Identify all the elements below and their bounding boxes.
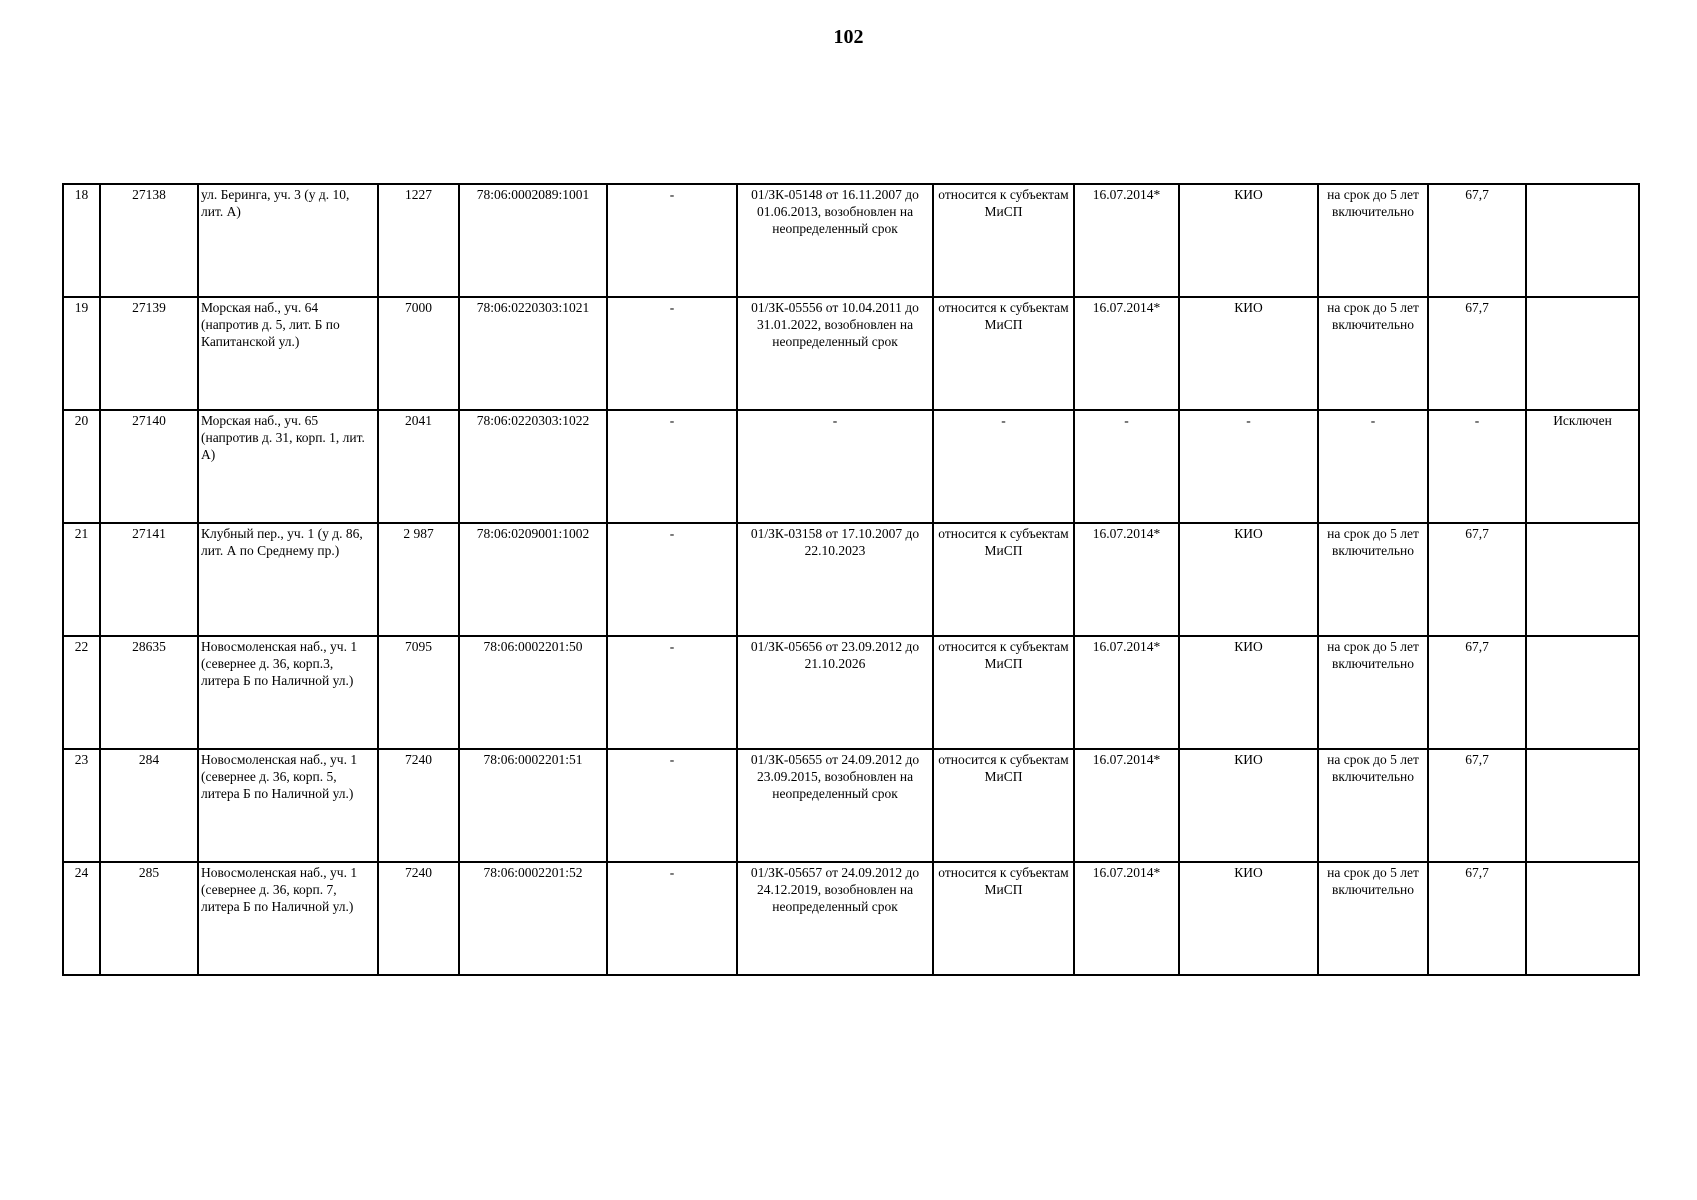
cell-date: 16.07.2014* (1074, 749, 1179, 862)
cell-address: Новосмоленская наб., уч. 1 (севернее д. 36, корп. 5, литера Б по Наличной ул.) (198, 749, 378, 862)
cell-term: на срок до 5 лет включительно (1318, 184, 1428, 297)
cell-value: 67,7 (1428, 862, 1526, 975)
cell-area: 7240 (378, 862, 459, 975)
table-row (63, 297, 1639, 410)
cell-row-number: 21 (63, 523, 100, 636)
cell-note (1526, 297, 1639, 410)
cell-contract: - (737, 410, 933, 523)
table-body (63, 184, 1639, 975)
cell-date: - (1074, 410, 1179, 523)
cell-cadastral-number: 78:06:0220303:1021 (459, 297, 607, 410)
cell-note (1526, 523, 1639, 636)
cell-note (1526, 862, 1639, 975)
cell-category: относится к субъектам МиСП (933, 862, 1074, 975)
table-row (63, 749, 1639, 862)
cell-organization: - (1179, 410, 1318, 523)
cell-category: относится к субъектам МиСП (933, 636, 1074, 749)
table-row (63, 523, 1639, 636)
cell-column-6: - (607, 636, 737, 749)
cell-address: ул. Беринга, уч. 3 (у д. 10, лит. А) (198, 184, 378, 297)
cell-term: на срок до 5 лет включительно (1318, 749, 1428, 862)
cell-contract: 01/ЗК-05148 от 16.11.2007 до 01.06.2013, возобновлен на неопределенный срок (737, 184, 933, 297)
cell-area: 2 987 (378, 523, 459, 636)
cell-area: 2041 (378, 410, 459, 523)
cell-cadastral-number: 78:06:0002201:51 (459, 749, 607, 862)
cell-address: Новосмоленская наб., уч. 1 (севернее д. 36, корп.3, литера Б по Наличной ул.) (198, 636, 378, 749)
cell-object-code: 27138 (100, 184, 198, 297)
cell-contract: 01/ЗК-05556 от 10.04.2011 до 31.01.2022, возобновлен на неопределенный срок (737, 297, 933, 410)
cell-date: 16.07.2014* (1074, 636, 1179, 749)
cell-date: 16.07.2014* (1074, 184, 1179, 297)
cell-category: относится к субъектам МиСП (933, 297, 1074, 410)
cell-category: - (933, 410, 1074, 523)
cell-category: относится к субъектам МиСП (933, 184, 1074, 297)
cell-note: Исключен (1526, 410, 1639, 523)
cell-column-6: - (607, 523, 737, 636)
cell-object-code: 27139 (100, 297, 198, 410)
cell-column-6: - (607, 410, 737, 523)
cell-column-6: - (607, 297, 737, 410)
cell-area: 7000 (378, 297, 459, 410)
cell-address: Морская наб., уч. 64 (напротив д. 5, лит. Б по Капитанской ул.) (198, 297, 378, 410)
cell-cadastral-number: 78:06:0002201:50 (459, 636, 607, 749)
cell-term: на срок до 5 лет включительно (1318, 523, 1428, 636)
cell-category: относится к субъектам МиСП (933, 749, 1074, 862)
cell-row-number: 24 (63, 862, 100, 975)
cell-value: - (1428, 410, 1526, 523)
cell-address: Клубный пер., уч. 1 (у д. 86, лит. А по Среднему пр.) (198, 523, 378, 636)
cell-organization: КИО (1179, 636, 1318, 749)
cell-term: на срок до 5 лет включительно (1318, 636, 1428, 749)
page-number: 102 (833, 26, 864, 48)
cell-organization: КИО (1179, 297, 1318, 410)
cell-area: 1227 (378, 184, 459, 297)
cell-date: 16.07.2014* (1074, 297, 1179, 410)
cell-organization: КИО (1179, 184, 1318, 297)
cell-cadastral-number: 78:06:0002201:52 (459, 862, 607, 975)
cell-contract: 01/ЗК-03158 от 17.10.2007 до 22.10.2023 (737, 523, 933, 636)
cell-note (1526, 184, 1639, 297)
registry-table (62, 183, 1640, 976)
cell-object-code: 28635 (100, 636, 198, 749)
cell-contract: 01/ЗК-05656 от 23.09.2012 до 21.10.2026 (737, 636, 933, 749)
cell-value: 67,7 (1428, 184, 1526, 297)
cell-object-code: 285 (100, 862, 198, 975)
cell-category: относится к субъектам МиСП (933, 523, 1074, 636)
cell-term: на срок до 5 лет включительно (1318, 862, 1428, 975)
table-row (63, 636, 1639, 749)
cell-cadastral-number: 78:06:0220303:1022 (459, 410, 607, 523)
cell-term: - (1318, 410, 1428, 523)
cell-row-number: 22 (63, 636, 100, 749)
cell-address: Морская наб., уч. 65 (напротив д. 31, корп. 1, лит. А) (198, 410, 378, 523)
cell-object-code: 27141 (100, 523, 198, 636)
cell-column-6: - (607, 184, 737, 297)
cell-note (1526, 749, 1639, 862)
cell-row-number: 18 (63, 184, 100, 297)
cell-column-6: - (607, 862, 737, 975)
cell-term: на срок до 5 лет включительно (1318, 297, 1428, 410)
table-row (63, 410, 1639, 523)
cell-contract: 01/ЗК-05657 от 24.09.2012 до 24.12.2019, возобновлен на неопределенный срок (737, 862, 933, 975)
cell-area: 7240 (378, 749, 459, 862)
cell-address: Новосмоленская наб., уч. 1 (севернее д. 36, корп. 7, литера Б по Наличной ул.) (198, 862, 378, 975)
cell-object-code: 27140 (100, 410, 198, 523)
cell-date: 16.07.2014* (1074, 523, 1179, 636)
cell-value: 67,7 (1428, 523, 1526, 636)
table-row (63, 184, 1639, 297)
cell-organization: КИО (1179, 862, 1318, 975)
cell-column-6: - (607, 749, 737, 862)
cell-row-number: 19 (63, 297, 100, 410)
cell-row-number: 23 (63, 749, 100, 862)
cell-note (1526, 636, 1639, 749)
cell-object-code: 284 (100, 749, 198, 862)
cell-contract: 01/ЗК-05655 от 24.09.2012 до 23.09.2015, возобновлен на неопределенный срок (737, 749, 933, 862)
cell-row-number: 20 (63, 410, 100, 523)
cell-value: 67,7 (1428, 636, 1526, 749)
cell-area: 7095 (378, 636, 459, 749)
cell-organization: КИО (1179, 523, 1318, 636)
cell-value: 67,7 (1428, 749, 1526, 862)
cell-cadastral-number: 78:06:0002089:1001 (459, 184, 607, 297)
cell-date: 16.07.2014* (1074, 862, 1179, 975)
cell-value: 67,7 (1428, 297, 1526, 410)
cell-organization: КИО (1179, 749, 1318, 862)
table-row (63, 862, 1639, 975)
cell-cadastral-number: 78:06:0209001:1002 (459, 523, 607, 636)
